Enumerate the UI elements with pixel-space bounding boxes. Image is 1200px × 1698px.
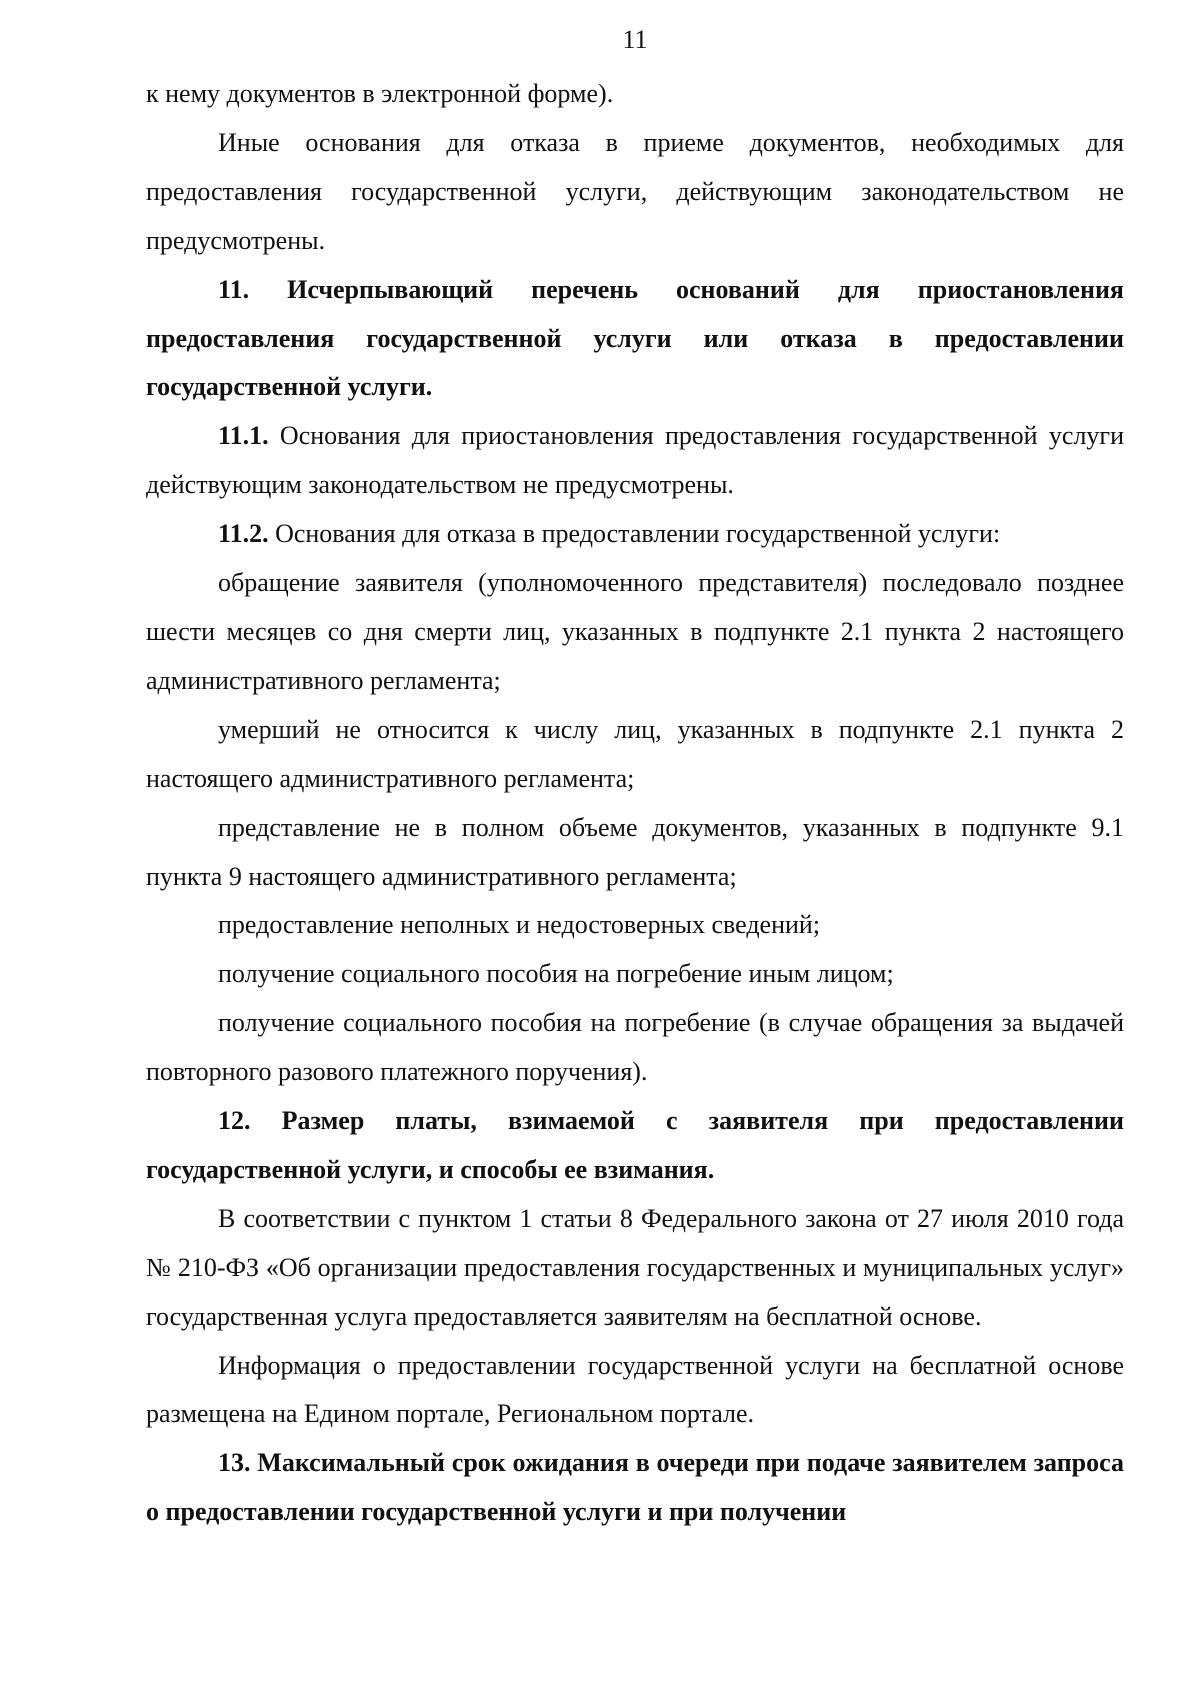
paragraph-fee-law: В соответствии с пунктом 1 статьи 8 Федерального закона от 27 июля 2010 года № 210-ФЗ «Об организации предоставления государственных и муниципальных услуг» государственная услуга предоставляется заявителям на бесплатной основе. (146, 1203, 1124, 1331)
refusal-ground-5: получение социального пособия на погребение иным лицом; (218, 959, 894, 989)
section-heading-11: 11. Исчерпывающий перечень оснований для приостановления предоставления государственной услуги или отказа в предоставлении государственной услуги. (146, 274, 1124, 402)
subsection-number-11-1: 11.1. (218, 421, 269, 451)
subsection-text-11-2: Основания для отказа в предоставлении государственной услуги: (268, 519, 1001, 549)
document-page (146, 22, 1124, 1537)
refusal-ground-6: получение социального пособия на погребение (в случае обращения за выдачей повторного разового платежного поручения). (146, 1008, 1124, 1087)
refusal-ground-2: умерший не относится к числу лиц, указанных в подпункте 2.1 пункта 2 настоящего административного регламента; (146, 714, 1124, 793)
subsection-number-11-2: 11.2. (218, 519, 269, 549)
subsection-11-2 (146, 510, 1124, 559)
paragraph-continuation: к нему документов в электронной форме). (146, 79, 614, 108)
section-heading-12: 12. Размер платы, взимаемой с заявителя при предоставлении государственной услуги, и способы ее взимания. (146, 1106, 1124, 1184)
refusal-ground-3: представление не в полном объеме документов, указанных в подпункте 9.1 пункта 9 настоящего административного регламента; (146, 812, 1124, 891)
subsection-text-11-1: Основания для приостановления предоставления государственной услуги действующим законодательством не предусмотрены. (146, 421, 1124, 500)
section-heading-13: 13. Максимальный срок ожидания в очереди при подаче заявителем запроса о предоставлении государственной услуги и при получении (146, 1448, 1124, 1527)
refusal-ground-1: обращение заявителя (уполномоченного представителя) последовало позднее шести месяцев со дня смерти лиц, указанных в подпункте 2.1 пункта 2 настоящего административного регламента; (146, 568, 1124, 695)
refusal-ground-4: предоставление неполных и недостоверных сведений; (218, 910, 821, 940)
paragraph-fee-info: Информация о предоставлении государственной услуги на бесплатной основе размещена на Едином портале, Региональном портале. (146, 1350, 1124, 1429)
subsection-11-1 (146, 412, 1124, 510)
page-number: 11 (622, 25, 648, 54)
paragraph-other-grounds: Иные основания для отказа в приеме документов, необходимых для предоставления государственной услуги, действующим законодательством не предусмотрены. (146, 127, 1124, 255)
